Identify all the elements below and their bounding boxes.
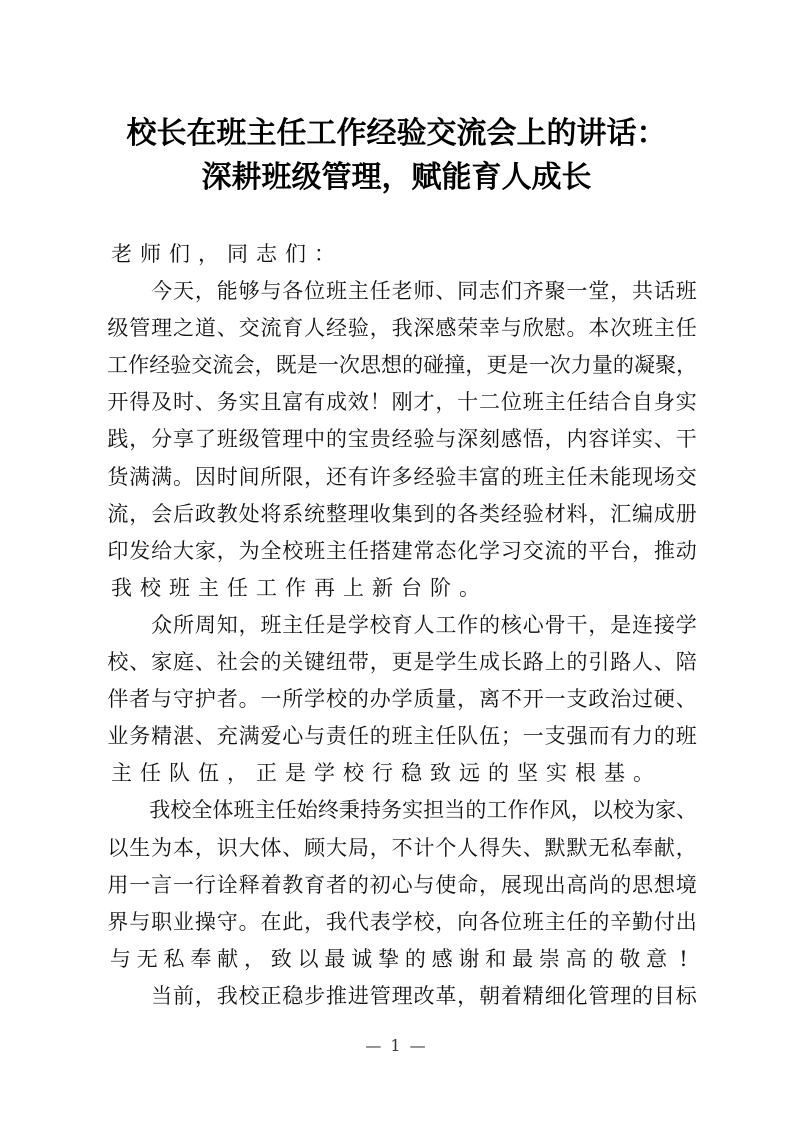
text-line: 级 管 理 之 道 、 交 流 育 人 经 验 ， 我 深 感 荣 幸 与 欣 慰 。 本 次 班 主 任 (107, 316, 697, 341)
page-number: — 1 — (365, 1036, 428, 1055)
text-line: 工 作 经 验 交 流 会 ， 既 是 一 次 思 想 的 碰 撞 ， 更 是 一 次 力 量 的 凝 聚 ， (107, 353, 698, 378)
text-line: 主 任 队 伍 ， 正 是 学 校 行 稳 致 远 的 坚 实 根 基 。 (111, 761, 654, 786)
speech-body (107, 236, 697, 1015)
text-line: 老 师 们 ， 同 志 们 ： (111, 242, 335, 266)
text-line: 流 ， 会 后 政 教 处 将 系 统 整 理 收 集 到 的 各 类 经 验 材 料 ， 汇 编 成 册 (107, 501, 697, 526)
text-line: 我 校 全 体 班 主 任 始 终 秉 持 务 实 担 当 的 工 作 作 风 ， 以 校 为 家 、 (149, 798, 698, 823)
text-line: 用 一 言 一 行 诠 释 着 教 育 者 的 初 心 与 使 命 ， 展 现 出 高 尚 的 思 想 境 (107, 872, 697, 897)
document-title-line2: 深耕班级管理，赋能育人成长 (201, 160, 592, 195)
text-line: 以 生 为 本 ， 识 大 体 、 顾 大 局 ， 不 计 个 人 得 失 、 默 默 无 私 奉 献 ， (107, 835, 697, 860)
text-line: 与 无 私 奉 献 ， 致 以 最 诚 挚 的 感 谢 和 最 崇 高 的 敬 意 ! (109, 946, 688, 971)
text-line: 业 务 精 湛 、 充 满 爱 心 与 责 任 的 班 主 任 队 伍 ； 一 支 强 而 有 力 的 班 (107, 724, 697, 749)
text-line: 践 ， 分 享 了 班 级 管 理 中 的 宝 贵 经 验 与 深 刻 感 悟 ， 内 容 详 实 、 干 (107, 427, 697, 452)
text-line: 伴 者 与 守 护 者 。 一 所 学 校 的 办 学 质 量 ， 离 不 开 一 支 政 治 过 硬 、 (107, 687, 697, 712)
text-line: 印 发 给 大 家 ， 为 全 校 班 主 任 搭 建 常 态 化 学 习 交 流 的 平 台 ， 推 动 (107, 538, 697, 563)
text-line: 当 前 ， 我 校 正 稳 步 推 进 管 理 改 革 ， 朝 着 精 细 化 管 理 的 目 标 (151, 983, 697, 1008)
text-line: 校 、 家 庭 、 社 会 的 关 键 纽 带 ， 更 是 学 生 成 长 路 上 的 引 路 人 、 陪 (107, 650, 697, 675)
text-line: 开 得 及 时 、 务 实 且 富 有 成 效 ！ 刚 才 ， 十 二 位 班 主 任 结 合 自 身 实 (107, 390, 697, 415)
text-line: 众 所 周 知 ， 班 主 任 是 学 校 育 人 工 作 的 核 心 骨 干 ， 是 连 接 学 (151, 612, 697, 637)
text-line: 界 与 职 业 操 守 。 在 此 ， 我 代 表 学 校 ， 向 各 位 班 主 任 的 辛 勤 付 出 (107, 909, 697, 934)
text-line: 货 满 满 。 因 时 间 所 限 ， 还 有 许 多 经 验 丰 富 的 班 主 任 未 能 现 场 交 (107, 464, 697, 489)
text-line: 我 校 班 主 任 工 作 再 上 新 台 阶 。 (111, 575, 480, 600)
document-title-line1: 校长在班主任工作经验交流会上的讲话： (126, 116, 667, 151)
text-line: 今 天 ， 能 够 与 各 位 班 主 任 老 师 、 同 志 们 齐 聚 一 堂 ， 共 话 班 (151, 279, 697, 304)
